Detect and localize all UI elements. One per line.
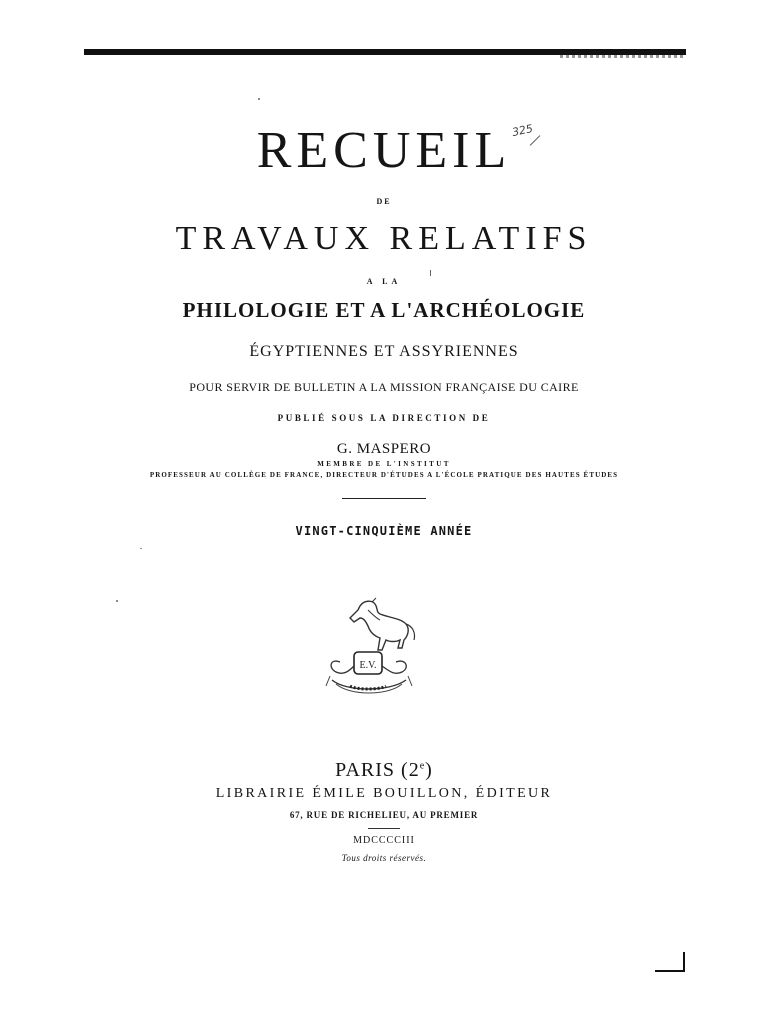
section-divider <box>342 498 426 499</box>
publie-line: PUBLIÉ SOUS LA DIRECTION DE <box>277 413 491 423</box>
imprint-year: MDCCCCIII <box>353 835 415 846</box>
emblem-monogram: E.V. <box>359 660 377 671</box>
crop-mark-vertical <box>683 952 685 972</box>
imprint-rights: Tous droits réservés. <box>341 853 427 863</box>
imprint-city-name: PARIS <box>335 759 396 781</box>
pencil-note: 325 <box>510 121 535 140</box>
paper-speck <box>430 270 431 276</box>
imprint-publisher: LIBRAIRIE ÉMILE BOUILLON, ÉDITEUR <box>215 786 553 801</box>
title-line-4: ÉGYPTIENNES ET ASSYRIENNES <box>249 343 519 360</box>
title-line-2: TRAVAUX RELATIFS <box>175 220 593 257</box>
imprint-arrondissement-close: ) <box>425 759 433 781</box>
imprint-divider <box>368 828 400 829</box>
paper-speck <box>116 600 118 602</box>
imprint-city <box>0 760 768 780</box>
author-positions: PROFESSEUR AU COLLÈGE DE FRANCE, DIRECTEUR D'ÉTUDES A L'ÉCOLE PRATIQUE DES HAUTES ÉTUDES <box>149 471 619 479</box>
subtitle-purpose: POUR SERVIR DE BULLETIN A LA MISSION FRANÇAISE DU CAIRE <box>189 380 579 394</box>
title-main: RECUEIL <box>256 122 512 179</box>
title-line-3: PHILOLOGIE ET A L'ARCHÉOLOGIE <box>182 298 586 322</box>
volume-year: VINGT-CINQUIÈME ANNÉE <box>295 524 473 538</box>
title-connector-a-la: A LA <box>366 277 402 286</box>
author-membership: MEMBRE DE L'INSTITUT <box>317 460 451 468</box>
imprint-address: 67, RUE DE RICHELIEU, AU PREMIER <box>289 810 479 820</box>
author-name: G. MASPERO <box>336 441 432 457</box>
paper-speck <box>140 548 142 549</box>
publisher-horse-emblem-icon <box>320 596 420 700</box>
imprint-arrondissement-number: (2 <box>401 759 420 781</box>
imprint-arrondissement <box>401 759 433 781</box>
imprint-arrondissement-sup: e <box>419 760 426 772</box>
crop-mark-horizontal <box>655 970 685 972</box>
top-rule-edge <box>560 55 686 58</box>
paper-speck <box>258 98 260 100</box>
title-connector-de: DE <box>376 197 392 206</box>
